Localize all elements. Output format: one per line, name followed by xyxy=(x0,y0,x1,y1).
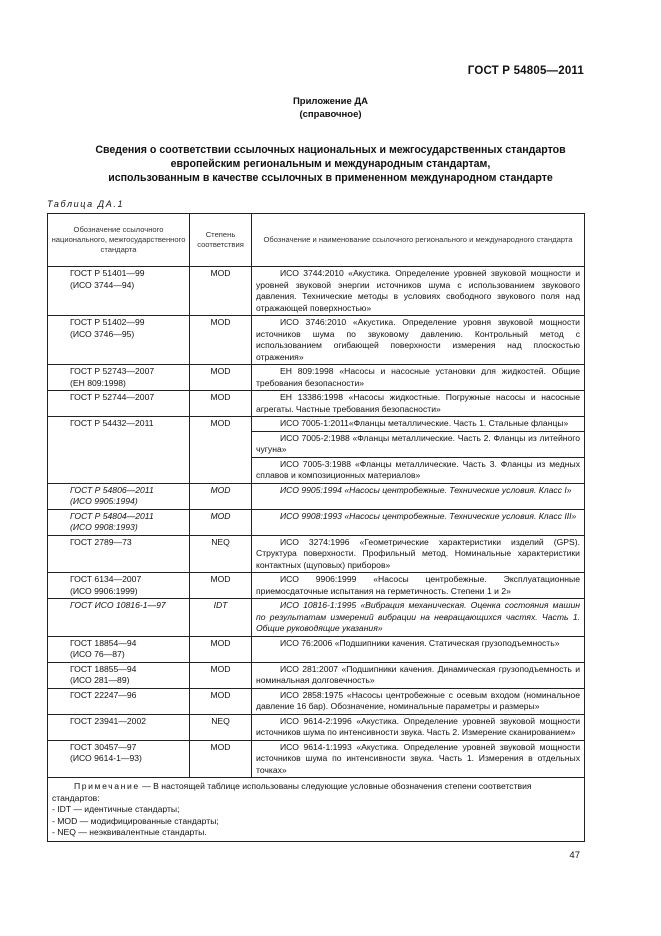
cell-standard xyxy=(48,599,190,637)
table-label: Таблица ДА.1 xyxy=(47,199,125,209)
cell-reference: ИСО 9906:1999 «Насосы центробежные. Эксплуатационные приемосдаточные испытания на герметичность. Степени 1 и 2» xyxy=(252,573,585,599)
cell-degree: NEQ xyxy=(190,535,252,573)
table-row xyxy=(48,509,585,535)
cell-degree: MOD xyxy=(190,391,252,417)
appendix-subtitle: (справочное) xyxy=(299,109,362,120)
column-header-standard: Обозначение ссылочного национального, межгосударственного стандарта xyxy=(48,214,190,267)
standard-designation: ГОСТ 18854—94 xyxy=(70,637,137,648)
standard-designation: ГОСТ Р 51402—99 xyxy=(70,317,145,327)
cell-reference: ИСО 10816-1:1995 «Вибрация механическая. Оценка состояния машин по результатам измерений вибрации на невращающихся частях. Часть 1. Общие руководящие указания» xyxy=(252,599,585,637)
table-row xyxy=(48,662,585,688)
note-label: Примечание xyxy=(74,781,140,791)
standard-designation: (ИСО 9614-1—93) xyxy=(70,753,142,763)
cell-standard xyxy=(48,662,190,688)
standard-designation: ГОСТ Р 54432—2011 xyxy=(70,418,154,428)
cell-degree: MOD xyxy=(190,688,252,714)
table-row xyxy=(48,483,585,509)
standard-designation: ГОСТ ИСО 10816-1—97 xyxy=(70,600,166,610)
cell-reference: ИСО 9908:1993 «Насосы центробежные. Технические условия. Класс III» xyxy=(252,509,585,535)
document-code: ГОСТ Р 54805—2011 xyxy=(467,65,584,77)
cell-standard xyxy=(48,365,190,391)
note-paragraph xyxy=(52,781,578,804)
cell-degree: MOD xyxy=(190,740,252,778)
table-row xyxy=(48,573,585,599)
table-note-row xyxy=(48,778,585,842)
standard-designation: (ЕН 809:1998) xyxy=(70,377,126,388)
cell-standard xyxy=(48,483,190,509)
cell-reference: ИСО 281:2007 «Подшипники качения. Динамическая грузоподъемность и номинальная долговечность» xyxy=(252,662,585,688)
cell-degree: MOD xyxy=(190,316,252,365)
table-header-row xyxy=(48,214,585,267)
cell-reference: ИСО 76:2006 «Подшипники качения. Статическая грузоподъемность» xyxy=(252,636,585,662)
cell-reference: ИСО 9614-1:1993 «Акустика. Определение уровней звуковой мощности источников шума по интенсивности звука. Часть 1. Измерения в отдельных точках» xyxy=(252,740,585,778)
main-title-line: европейским региональным и международным стандартам, xyxy=(170,158,491,170)
table-row xyxy=(48,714,585,740)
table-row xyxy=(48,688,585,714)
standard-designation: ГОСТ Р 52744—2007 xyxy=(70,392,155,402)
cell-standard xyxy=(48,740,190,778)
cell-degree: MOD xyxy=(190,483,252,509)
correspondence-table xyxy=(47,213,585,842)
table-row xyxy=(48,599,585,637)
cell-degree: MOD xyxy=(190,662,252,688)
table-row xyxy=(48,267,585,316)
main-title xyxy=(60,143,601,185)
standard-designation: ГОСТ 23941—2002 xyxy=(70,715,147,726)
cell-degree: NEQ xyxy=(190,714,252,740)
page-number: 47 xyxy=(569,850,580,861)
main-title-line: использованным в качестве ссылочных в примененном международном стандарте xyxy=(108,172,553,184)
note-item: - IDT — идентичные стандарты; xyxy=(52,804,180,814)
cell-reference: ИСО 9614-2:1996 «Акустика. Определение уровней звуковой мощности источников шума по интенсивности звука. Часть 2. Измерение сканированием» xyxy=(252,714,585,740)
standard-designation: (ИСО 3744—94) xyxy=(70,279,135,290)
cell-standard xyxy=(48,535,190,573)
standard-designation: ГОСТ Р 54806—2011 xyxy=(70,484,154,495)
cell-reference: ИСО 3274:1996 «Геометрические характеристики изделий (GPS). Структура поверхности. Профильный метод. Номинальные характеристики контактных (щуповых) приборов» xyxy=(252,535,585,573)
cell-standard xyxy=(48,391,190,417)
note-text: — В настоящей таблице использованы следующие условные обозначения степени соответствия стандартов: xyxy=(52,781,532,803)
table-row xyxy=(48,316,585,365)
standard-designation: ГОСТ Р 54804—2011 xyxy=(70,510,154,521)
cell-standard xyxy=(48,573,190,599)
standard-designation: ГОСТ 22247—96 xyxy=(70,689,137,700)
cell-reference: ИСО 7005-1:2011«Фланцы металлические. Часть 1. Стальные фланцы» xyxy=(252,417,585,432)
main-title-line: Сведения о соответствии ссылочных национальных и межгосударственных стандартов xyxy=(95,144,566,156)
cell-standard xyxy=(48,509,190,535)
table-row xyxy=(48,535,585,573)
cell-degree: MOD xyxy=(190,509,252,535)
cell-degree: MOD xyxy=(190,365,252,391)
cell-standard xyxy=(48,636,190,662)
column-header-reference: Обозначение и наименование ссылочного регионального и международного стандарта xyxy=(252,214,585,267)
cell-reference: ИСО 7005-3:1988 «Фланцы металлические. Часть 3. Фланцы из медных сплавов и композиционных материалов» xyxy=(252,457,585,483)
standard-designation: (ИСО 9906:1999) xyxy=(70,585,138,596)
cell-reference: ЕН 809:1998 «Насосы и насосные установки для жидкостей. Общие требования безопасности» xyxy=(252,365,585,391)
standard-designation: ГОСТ 6134—2007 xyxy=(70,574,142,584)
standard-designation: (ИСО 9908:1993) xyxy=(70,522,138,532)
table-note xyxy=(48,778,585,842)
table-row xyxy=(48,636,585,662)
cell-degree: MOD xyxy=(190,636,252,662)
cell-degree: MOD xyxy=(190,267,252,316)
table-row xyxy=(48,365,585,391)
standard-designation: (ИСО 76—87) xyxy=(70,649,125,659)
cell-reference: ИСО 9905:1994 «Насосы центробежные. Технические условия. Класс I» xyxy=(252,483,585,509)
standard-designation: (ИСО 3746—95) xyxy=(70,328,135,339)
cell-degree: MOD xyxy=(190,573,252,599)
appendix-heading xyxy=(0,95,661,121)
cell-degree: IDT xyxy=(190,599,252,637)
table-row xyxy=(48,740,585,778)
cell-standard xyxy=(48,688,190,714)
column-header-degree: Степень соответствия xyxy=(190,214,252,267)
table-row xyxy=(48,391,585,417)
note-item: - NEQ — неэквивалентные стандарты. xyxy=(52,827,207,837)
appendix-title: Приложение ДА xyxy=(292,96,369,107)
cell-reference: ИСО 3744:2010 «Акустика. Определение уровней звуковой мощности и уровней звуковой энергии источников шума с использованием звукового давления. Технические методы в условиях свободного звукового поля над отражающей поверхностью» xyxy=(252,267,585,316)
cell-reference: ЕН 13386:1998 «Насосы жидкостные. Погружные насосы и насосные агрегаты. Частные требования безопасности» xyxy=(252,391,585,417)
cell-standard xyxy=(48,267,190,316)
standard-designation: ГОСТ 2789—73 xyxy=(70,536,132,547)
standard-designation: ГОСТ 30457—97 xyxy=(70,741,137,752)
table-body xyxy=(48,267,585,778)
cell-reference: ИСО 3746:2010 «Акустика. Определение уровня звуковой мощности источников шума по звуковому давлению. Контрольный метод с использованием огибающей поверхности измерения над плоскостью отражения» xyxy=(252,316,585,365)
cell-standard xyxy=(48,417,190,484)
cell-reference: ИСО 2858:1975 «Насосы центробежные с осевым входом (номинальное давление 16 бар). Обозначение, номинальные параметры и размеры» xyxy=(252,688,585,714)
cell-standard xyxy=(48,714,190,740)
note-item: - MOD — модифицированные стандарты; xyxy=(52,815,219,826)
cell-standard xyxy=(48,316,190,365)
standard-designation: ГОСТ Р 52743—2007 xyxy=(70,366,155,376)
standard-designation: (ИСО 9905:1994) xyxy=(70,496,138,506)
standard-designation: ГОСТ Р 51401—99 xyxy=(70,268,145,278)
cell-reference: ИСО 7005-2:1988 «Фланцы металлические. Часть 2. Фланцы из литейного чугуна» xyxy=(252,431,585,457)
cell-degree: MOD xyxy=(190,417,252,484)
table-row xyxy=(48,417,585,432)
standard-designation: (ИСО 281—89) xyxy=(70,675,130,685)
standard-designation: ГОСТ 18855—94 xyxy=(70,663,137,674)
